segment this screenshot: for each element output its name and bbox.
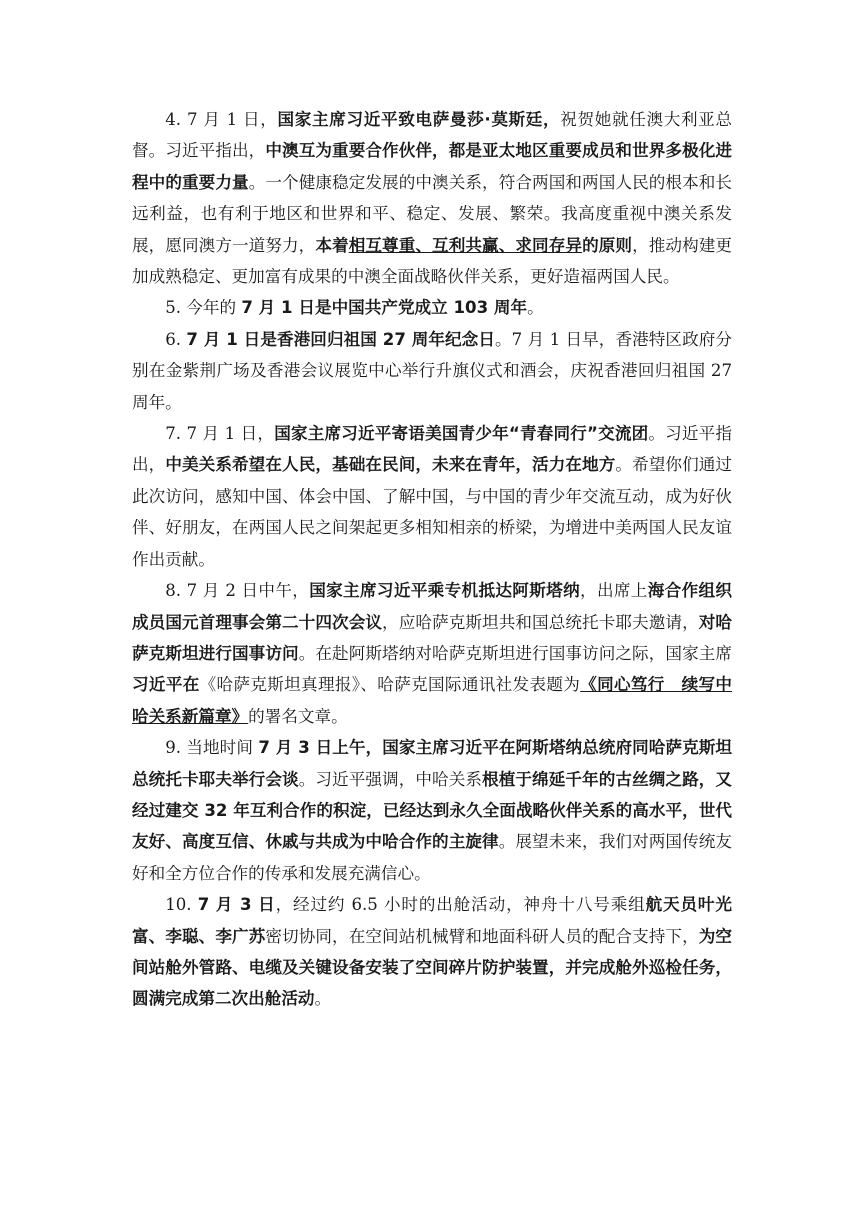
- news-item-paragraph: [132, 104, 732, 292]
- news-item-paragraph: [132, 732, 732, 889]
- body-text: 。: [527, 298, 544, 318]
- body-text: ，应哈萨克斯坦共和国总统托卡耶夫邀请，: [382, 612, 699, 632]
- body-text: 。习近平指出，: [132, 424, 733, 475]
- body-text: 5. 今年的: [165, 298, 242, 318]
- body-text: 。习近平强调，中哈关系: [298, 769, 483, 789]
- bold-text: 对哈萨克斯坦进行国事访问: [132, 612, 733, 663]
- bold-text: 《同心笃行 续写中哈关系新篇章》: [132, 675, 733, 726]
- body-text: 8. 7 月 2 日中午，: [165, 581, 310, 601]
- body-text: 4. 7 月 1 日，: [165, 110, 278, 129]
- body-text: ，推动构建更加成熟稳定、更加富有成果的中澳全面战略伙伴关系，更好造福两国人民。: [132, 235, 733, 287]
- bold-text: 国家主席习近平乘专机抵达阿斯塔纳: [309, 581, 581, 601]
- body-text: 的署名文章。: [248, 706, 348, 726]
- bold-text: 中美关系希望在人民，基础在民间，未来在青年，活力在地方: [165, 455, 616, 475]
- bold-text: 本着: [315, 235, 349, 255]
- bold-text: 7 月 3 日: [197, 895, 276, 915]
- body-text: 《哈萨克斯坦真理报》、哈萨克国际通讯社发表题为: [199, 675, 581, 695]
- body-text: 6.: [165, 329, 187, 349]
- news-item-paragraph: [132, 324, 732, 418]
- body-text: 密切协同，在空间站机械臂和地面科研人员的配合支持下，: [265, 926, 699, 946]
- body-text: 。: [314, 989, 332, 1009]
- body-text: 。7 月 1 日早，香港特区政府分别在金紫荆广场及香港会议展览中心举行升旗仪式和酒会，庆祝香港回归祖国 27 周年。: [132, 329, 732, 412]
- bold-text: 相互尊重、互利共赢、求同存异: [348, 235, 583, 255]
- body-text: 7. 7 月 1 日，: [165, 424, 275, 444]
- bold-text: 为空间站舱外管路、电缆及关键设备安装了空间碎片防护装置，并完成舱外巡检任务，圆满完成第二次出舱活动: [132, 926, 733, 1009]
- bold-text: 7 月 1 日是香港回归祖国 27 周年纪念日: [186, 329, 496, 349]
- body-text: 10.: [165, 895, 198, 915]
- bold-text: 国家主席习近平寄语美国青少年“青春同行”交流团: [274, 424, 649, 444]
- bold-text: 中澳互为重要合作伙伴，都是亚太地区重要成员和世界多极化进程中的重要力量: [132, 141, 733, 192]
- body-text: ，出席上: [580, 581, 648, 601]
- body-text: 祝贺她就任澳大利亚总督。习近平指出，: [132, 110, 733, 161]
- body-text: 。展望未来，我们对两国传统友好和全方位合作的传承和发展充满信心。: [132, 832, 733, 883]
- bold-text: 航天员叶光富、李聪、李广苏: [132, 895, 732, 946]
- body-text: 9. 当地时间: [165, 738, 259, 758]
- news-item-paragraph: [132, 889, 732, 1015]
- document-page: [132, 104, 732, 1015]
- bold-text: 7 月 3 日上午，国家主席习近平在阿斯塔纳总统府同哈萨克斯坦总统托卡耶夫举行会谈: [132, 738, 733, 789]
- body-text: 。在赴阿斯塔纳对哈萨克斯坦进行国事访问之际，国家主席: [298, 643, 732, 663]
- body-text: 。希望你们通过此次访问，感知中国、体会中国、了解中国，与中国的青少年交流互动，成为好伙伴、好朋友，在两国人民之间架起更多相知相亲的桥梁，为增进中美两国人民友谊作出贡献。: [132, 455, 733, 569]
- body-text: 。一个健康稳定发展的中澳关系，符合两国和两国人民的根本和长远利益，也有利于地区和世界和平、稳定、发展、繁荣。我高度重视中澳关系发展，愿同澳方一道努力，: [132, 172, 733, 255]
- bold-text: 根植于绵延千年的古丝绸之路，又经过建交 32 年互利合作的积淀，已经达到永久全面战略伙伴关系的高水平，世代友好、高度互信、休戚与共成为中哈合作的主旋律: [132, 769, 733, 852]
- bold-text: 习近平在: [132, 675, 200, 695]
- body-text: ，经过约 6.5 小时的出舱活动，神舟十八号乘组: [275, 895, 646, 915]
- bold-text: 7 月 1 日是中国共产党成立 103 周年: [241, 298, 528, 318]
- news-item-paragraph: [132, 292, 732, 323]
- news-item-paragraph: [132, 575, 732, 732]
- bold-text: 海合作组织成员国元首理事会第二十四次会议: [132, 581, 733, 632]
- bold-text: 的原则: [582, 235, 633, 255]
- news-item-paragraph: [132, 418, 732, 575]
- bold-text: 国家主席习近平致电萨曼莎·莫斯廷，: [277, 110, 561, 129]
